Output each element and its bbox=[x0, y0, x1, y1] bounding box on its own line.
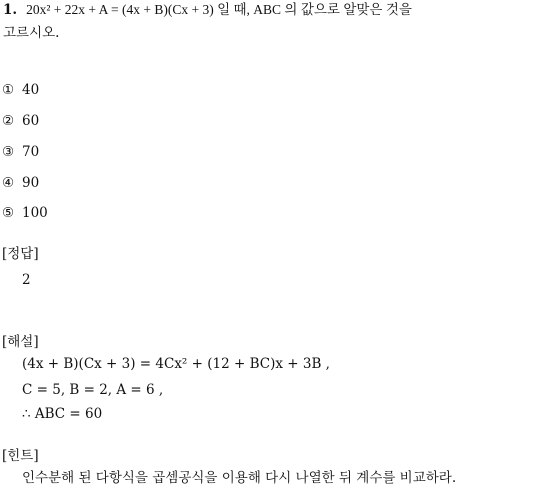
choice-value: 60 bbox=[22, 113, 40, 129]
question-text-line-1: 20x² + 22x + A = (4x + B)(Cx + 3) 일 때, ABC 의 값으로 알맞은 것을 bbox=[26, 2, 412, 17]
answer-value: 2 bbox=[22, 272, 31, 288]
explanation-line-1: (4x + B)(Cx + 3) = 4Cx² + (12 + BC)x + 3B , bbox=[22, 356, 330, 372]
choice-3[interactable] bbox=[2, 143, 39, 161]
choice-value: 40 bbox=[22, 82, 40, 98]
choice-value: 90 bbox=[22, 175, 40, 191]
answer-label: [정답] bbox=[2, 246, 39, 262]
explanation-line-2: C = 5, B = 2, A = 6 , bbox=[22, 382, 164, 398]
hint-label: [힌트] bbox=[2, 448, 39, 464]
choice-mark: ② bbox=[2, 113, 15, 129]
explanation-line-3: ∴ ABC = 60 bbox=[22, 406, 103, 422]
choice-mark: ③ bbox=[2, 144, 15, 160]
question-number: 1. bbox=[3, 2, 18, 18]
question-line-2: 고르시오. bbox=[3, 25, 60, 41]
question-line-1 bbox=[3, 0, 412, 20]
choice-1[interactable] bbox=[2, 81, 39, 99]
choice-5[interactable] bbox=[2, 204, 48, 222]
choice-value: 100 bbox=[22, 205, 48, 221]
choice-value: 70 bbox=[22, 144, 40, 160]
explanation-label: [해설] bbox=[2, 334, 39, 350]
choice-mark: ④ bbox=[2, 175, 15, 191]
choice-mark: ⑤ bbox=[2, 205, 15, 221]
choice-4[interactable] bbox=[2, 174, 39, 192]
hint-text: 인수분해 된 다항식을 곱셈공식을 이용해 다시 나열한 뒤 계수를 비교하라. bbox=[22, 470, 457, 486]
choice-mark: ① bbox=[2, 82, 15, 98]
choice-2[interactable] bbox=[2, 112, 39, 130]
